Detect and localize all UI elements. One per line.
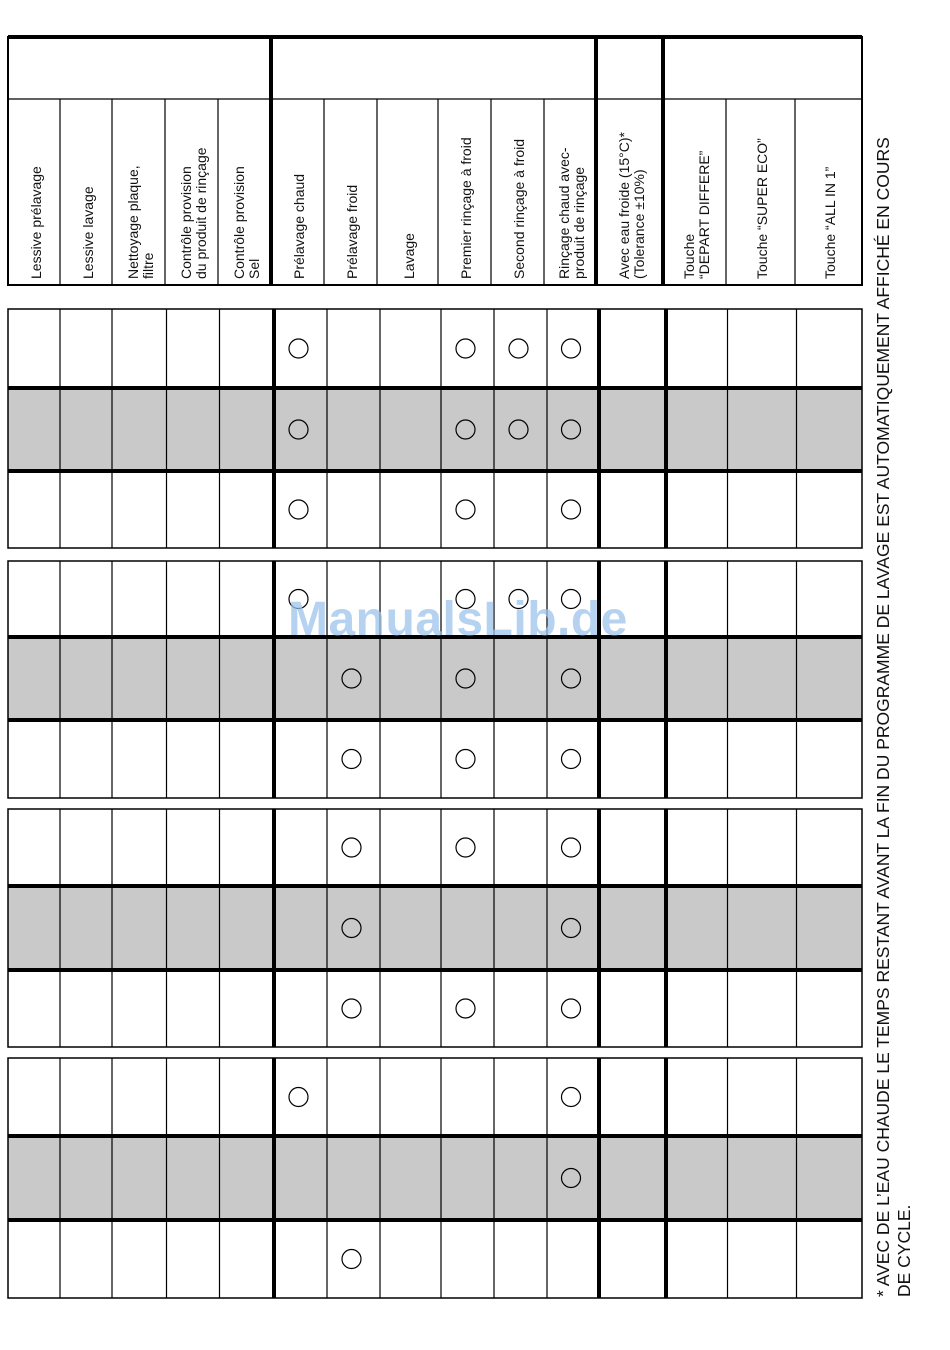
column-header: Touche “SUPER ECO”: [754, 138, 770, 279]
footnote: * AVEC DE L’EAU CHAUDE LE TEMPS RESTANT AVANT LA FIN DU PROGRAMME DE LAVAGE EST AUTOMATIQUEMENT AFFICHÉ EN COURS DE CYCLE.: [873, 137, 914, 1297]
column-header: Second rinçage à froid: [511, 138, 527, 279]
column-header: Touche “ALL IN 1”: [822, 166, 838, 279]
watermark: ManualsLib.de: [288, 593, 628, 646]
step-mark-circle: [562, 420, 581, 439]
shaded-row-band: [8, 886, 862, 970]
step-mark-circle: [562, 1169, 581, 1188]
step-mark-circle: [562, 750, 581, 769]
step-mark-circle: [342, 919, 361, 938]
column-header: Touche “DEPART DIFFERE”: [680, 150, 712, 279]
step-mark-circle: [562, 919, 581, 938]
column-header: Avec eau froide (15°C)* (Tolerance ±10%): [615, 132, 647, 279]
column-header: Contrôle provision Sel: [230, 166, 262, 279]
column-header: Prélavage froid: [344, 184, 360, 279]
column-header: Contrôle provision du produit de rinçage: [177, 147, 209, 279]
step-mark-circle: [456, 420, 475, 439]
column-header: Lessive lavage: [79, 186, 96, 279]
column-header: Premier rinçage à froid: [458, 137, 474, 279]
step-mark-circle: [342, 999, 361, 1018]
column-header: Nettoyage plaque, filtre: [124, 165, 156, 279]
step-mark-circle: [562, 999, 581, 1018]
step-mark-circle: [456, 838, 475, 857]
shaded-row-band: [8, 1136, 862, 1220]
step-mark-circle: [456, 750, 475, 769]
step-mark-circle: [456, 339, 475, 358]
step-mark-circle: [342, 838, 361, 857]
step-mark-circle: [509, 339, 528, 358]
column-header: Lessive prélavage: [27, 166, 44, 279]
step-mark-circle: [342, 1250, 361, 1269]
step-mark-circle: [289, 339, 308, 358]
step-mark-circle: [562, 669, 581, 688]
step-mark-circle: [342, 750, 361, 769]
column-header: Prélavage chaud: [291, 173, 307, 279]
step-mark-circle: [289, 500, 308, 519]
step-mark-circle: [456, 500, 475, 519]
step-mark-circle: [456, 999, 475, 1018]
step-mark-circle: [562, 500, 581, 519]
shaded-row-band: [8, 388, 862, 471]
step-mark-circle: [562, 1088, 581, 1107]
column-header: Lavage: [401, 233, 417, 279]
shaded-row-band: [8, 637, 862, 720]
step-mark-circle: [562, 838, 581, 857]
step-mark-circle: [456, 669, 475, 688]
step-mark-circle: [289, 1088, 308, 1107]
column-header: Rinçage chaud avec- produit de rinçage: [556, 147, 587, 279]
step-mark-circle: [562, 339, 581, 358]
step-mark-circle: [289, 420, 308, 439]
step-mark-circle: [342, 669, 361, 688]
step-mark-circle: [509, 420, 528, 439]
